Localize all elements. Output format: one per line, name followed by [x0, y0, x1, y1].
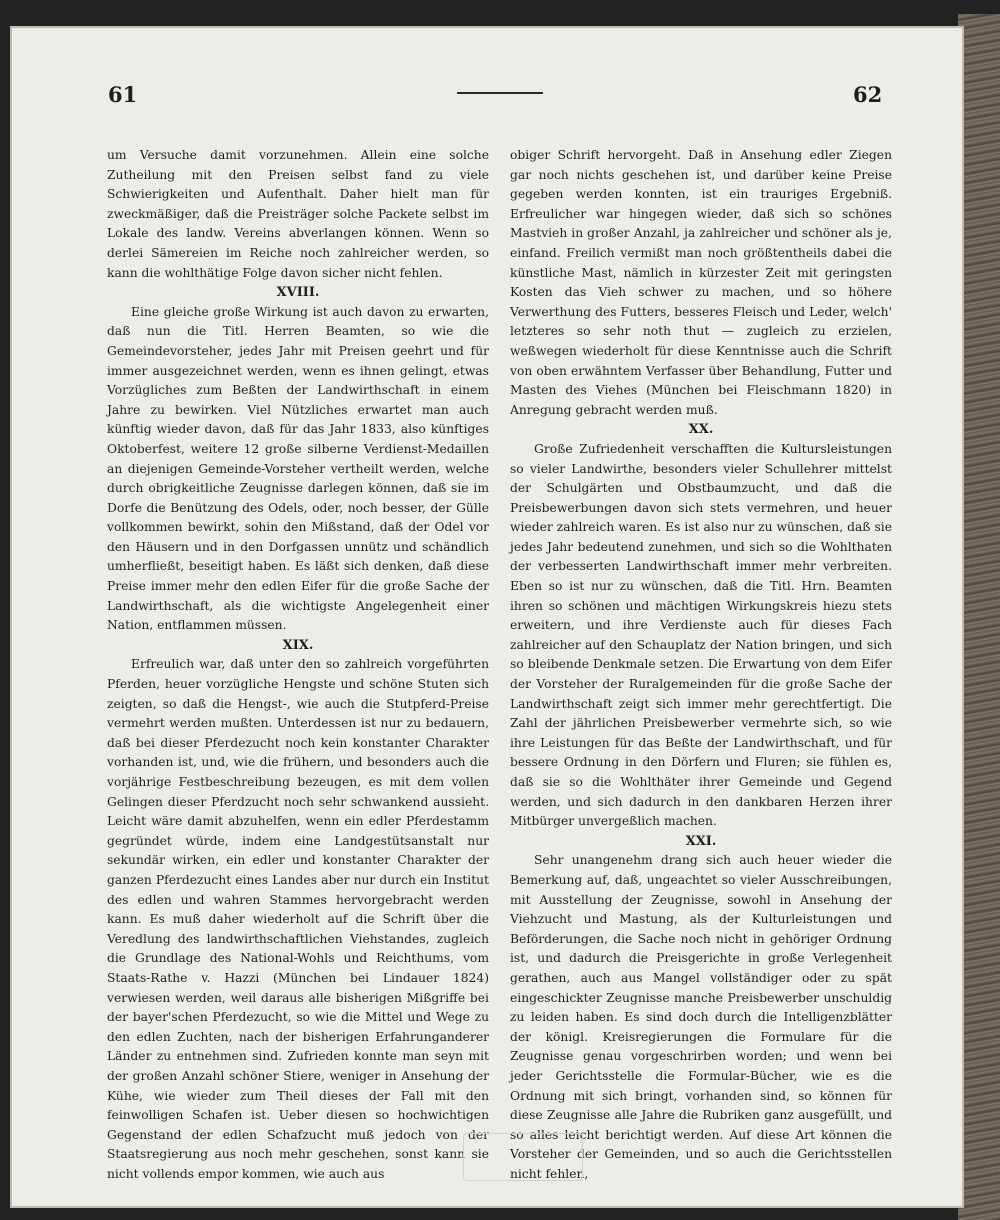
library-stamp — [463, 1133, 583, 1181]
paragraph: Große Zufriedenheit verschafften die Kultursleistungen so vieler Landwirthe, besonders vieler Schullehrer mittelst der Schulgärten und Obstbaumzucht, und daß die Preisbewerbungen davon sich stets vermehren, und heuer wieder zahlreich waren. Es ist also nur zu wünschen, daß sie jedes Jahr bedeutend zunehmen, und sich so die Wohlthaten der verbesserten Landwirthschaft immer mehr verbreiten. Eben so ist nur zu wünschen, daß die Titl. Hrn. Beamten ihren so schönen und mächtigen Wirkungskreis hiezu stets erweitern, und ihre Verdienste auch für dieses Fach zahlreicher auf den Schauplatz der Nation bringen, und sich so bleibende Denkmale setzen. Die Erwartung von dem Eifer der Vorsteher der Ruralgemeinden für die große Sache der Landwirthschaft zeigt sich immer mehr gerechtfertigt. Die Zahl der jährlichen Preisbewerber vermehrte sich, so wie ihre Leistungen für das Beßte der Landwirthschaft, und für bessere Ordnung in den Dörfern und Fluren; sie fühlen es, daß sie so die Wohlthäter ihrer Gemeinde und Gegend werden, und sich dadurch in den dankbaren Herzen ihrer Mitbürger unvergeßlich machen. — [510, 441, 892, 829]
paragraph: Eine gleiche große Wirkung ist auch davon zu erwarten, daß nun die Titl. Herren Beamten, so wie die Gemeindevorsteher, jedes Jahr mit Preisen geehrt und für immer ausgezeichnet werden, wenn es ihnen gelingt, etwas Vorzügliches zum Beßten der Landwirthschaft in einem Jahre zu bewirken. Viel Nützliches erwartet man auch künftig wieder davon, daß für das Jahr 1833, also künftiges Oktoberfest, weitere 12 große silberne Verdienst-Medaillen an diejenigen Gemeinde-Vorsteher vertheilt werden, welche durch obrigkeitliche Zeugnisse darlegen können, daß sie im Dorfe die Benützung des Odels, oder, noch besser, der Gülle vollkommen bewirkt, sohin den Mißstand, daß der Odel vor den Häusern und in den Dorfgassen unnütz und schändlich umherfließt, beseitigt haben. Es läßt sich denken, daß diese Preise immer mehr den edlen Eifer für die große Sache der Landwirthschaft, als die wichtigste Angelegenheit einer Nation, entflammen müssen. — [107, 304, 489, 633]
header-rule — [457, 92, 543, 94]
section-heading-xxi: XXI. — [685, 833, 717, 849]
left-column — [107, 146, 489, 1184]
right-column — [510, 146, 892, 1184]
page-number-right: 62 — [853, 82, 883, 107]
section-heading-xx: XX. — [688, 422, 714, 438]
paragraph: um Versuche damit vorzunehmen. Allein eine solche Zutheilung mit den Preisen selbst fand zu viele Schwierigkeiten und Aufenthalt. Daher hielt man für zweckmäßiger, daß die Preisträger solche Packete selbst im Lokale des landw. Vereins abverlangen können. Wenn so derlei Sämereien im Reiche noch zahlreicher werden, so kann die wohlthätige Folge davon sicher nicht fehlen. — [107, 148, 489, 280]
paragraph: obiger Schrift hervorgeht. Daß in Ansehung edler Ziegen gar noch nichts geschehen ist, und darüber keine Preise gegeben werden konnten, ist ein trauriges Ergebniß. Erfreulicher war hingegen wieder, daß sich so schönes Mastvieh in großer Anzahl, ja zahlreicher und schöner als je, einfand. Freilich vermißt man noch größtentheils dabei die künstliche Mast, nämlich in kürzester Zeit mit geringsten Kosten das Vieh schwer zu machen, und so höhere Verwerthung des Futters, besseres Fleisch und Leder, welch' letzteres so sehr noth thut — zugleich zu erzielen, weßwegen wiederholt für diese Kenntnisse auch die Schrift von oben erwähntem Verfasser über Behandlung, Futter und Masten des Viehes (München bei Fleischmann 1820) in Anregung gebracht werden muß. — [510, 148, 892, 417]
page-number-left: 61 — [108, 82, 138, 107]
section-heading-xviii: XVIII. — [276, 285, 320, 301]
paragraph: Erfreulich war, daß unter den so zahlreich vorgeführten Pferden, heuer vorzügliche Hengste und schöne Stuten sich zeigten, so daß die Hengst-, wie auch die Stutpferd-Preise vermehrt werden mußten. Unterdessen ist nur zu bedauern, daß bei dieser Pferdezucht noch kein konstanter Charakter vorhanden ist, und, wie die frühern, und besonders auch die vorjährige Festbeschreibung bezeugen, es mit dem vollen Gelingen dieser Pferdzucht noch sehr schwankend aussieht. Leicht wäre damit abzuhelfen, wenn ein edler Pferdestamm gegründet würde, indem eine Landgestütsanstalt nur sekundär wirken, ein edler und konstanter Charakter der ganzen Pferdezucht eines Landes aber nur durch ein Institut des edlen und wahren Stammes hervorgebracht werden kann. Es muß daher wiederholt auf die Schrift über die Veredlung des landwirthschaftlichen Viehstandes, zugleich die Grundlage des National-Wohls und Reichthums, vom Staats-Rathe v. Hazzi (München bei Lindauer 1824) verwiesen werden, weil daraus alle bisherigen Mißgriffe bei der bayer'schen Pferdezucht, so wie die Mittel und Wege zu den edlen Zuchten, nach der bisherigen Erfahrunganderer Länder zu entnehmen sind. Zufrieden konnte man seyn mit der großen Anzahl schöner Stiere, weniger in Ansehung der Kühe, wie wieder zum Theil dieses der Fall mit den feinwolligen Schafen ist. Ueber diesen so hochwichtigen Gegenstand der edlen Schafzucht muß jedoch von der Staatsregierung aus noch mehr geschehen, sonst kann sie nicht vollends empor kommen, wie auch aus — [107, 657, 489, 1181]
paragraph: Sehr unangenehm drang sich auch heuer wieder die Bemerkung auf, daß, ungeachtet so vieler Ausschreibungen, mit Ausstellung der Zeugnisse, sowohl in Ansehung der Viehzucht und Mastung, als der Kulturleistungen und Beförderungen, die Sache noch nicht in gehöriger Ordnung ist, und dadurch die Preisgerichte in große Verlegenheit gerathen, auch aus Mangel vollständiger oder zu spät eingeschickter Zeugnisse manche Preisbewerber unschuldig zu leiden haben. Es sind doch durch die Intelligenzblätter der königl. Kreisregierungen die Formulare für die Zeugnisse genau vorgeschrirben worden; und wenn bei jeder Gerichtsstelle die Formular-Bücher, wie es die Ordnung mit sich bringt, vorhanden sind, so können für diese Zeugnisse alle Jahre die Rubriken ganz ausgefüllt, und so alles leicht berichtigt werden. Auf diese Art können die Vorsteher der Gemeinden, und so auch die Gerichtsstellen nicht fehlen, — [510, 853, 892, 1181]
section-heading-xix: XIX. — [282, 637, 314, 653]
book-binding-edge — [958, 14, 1000, 1220]
